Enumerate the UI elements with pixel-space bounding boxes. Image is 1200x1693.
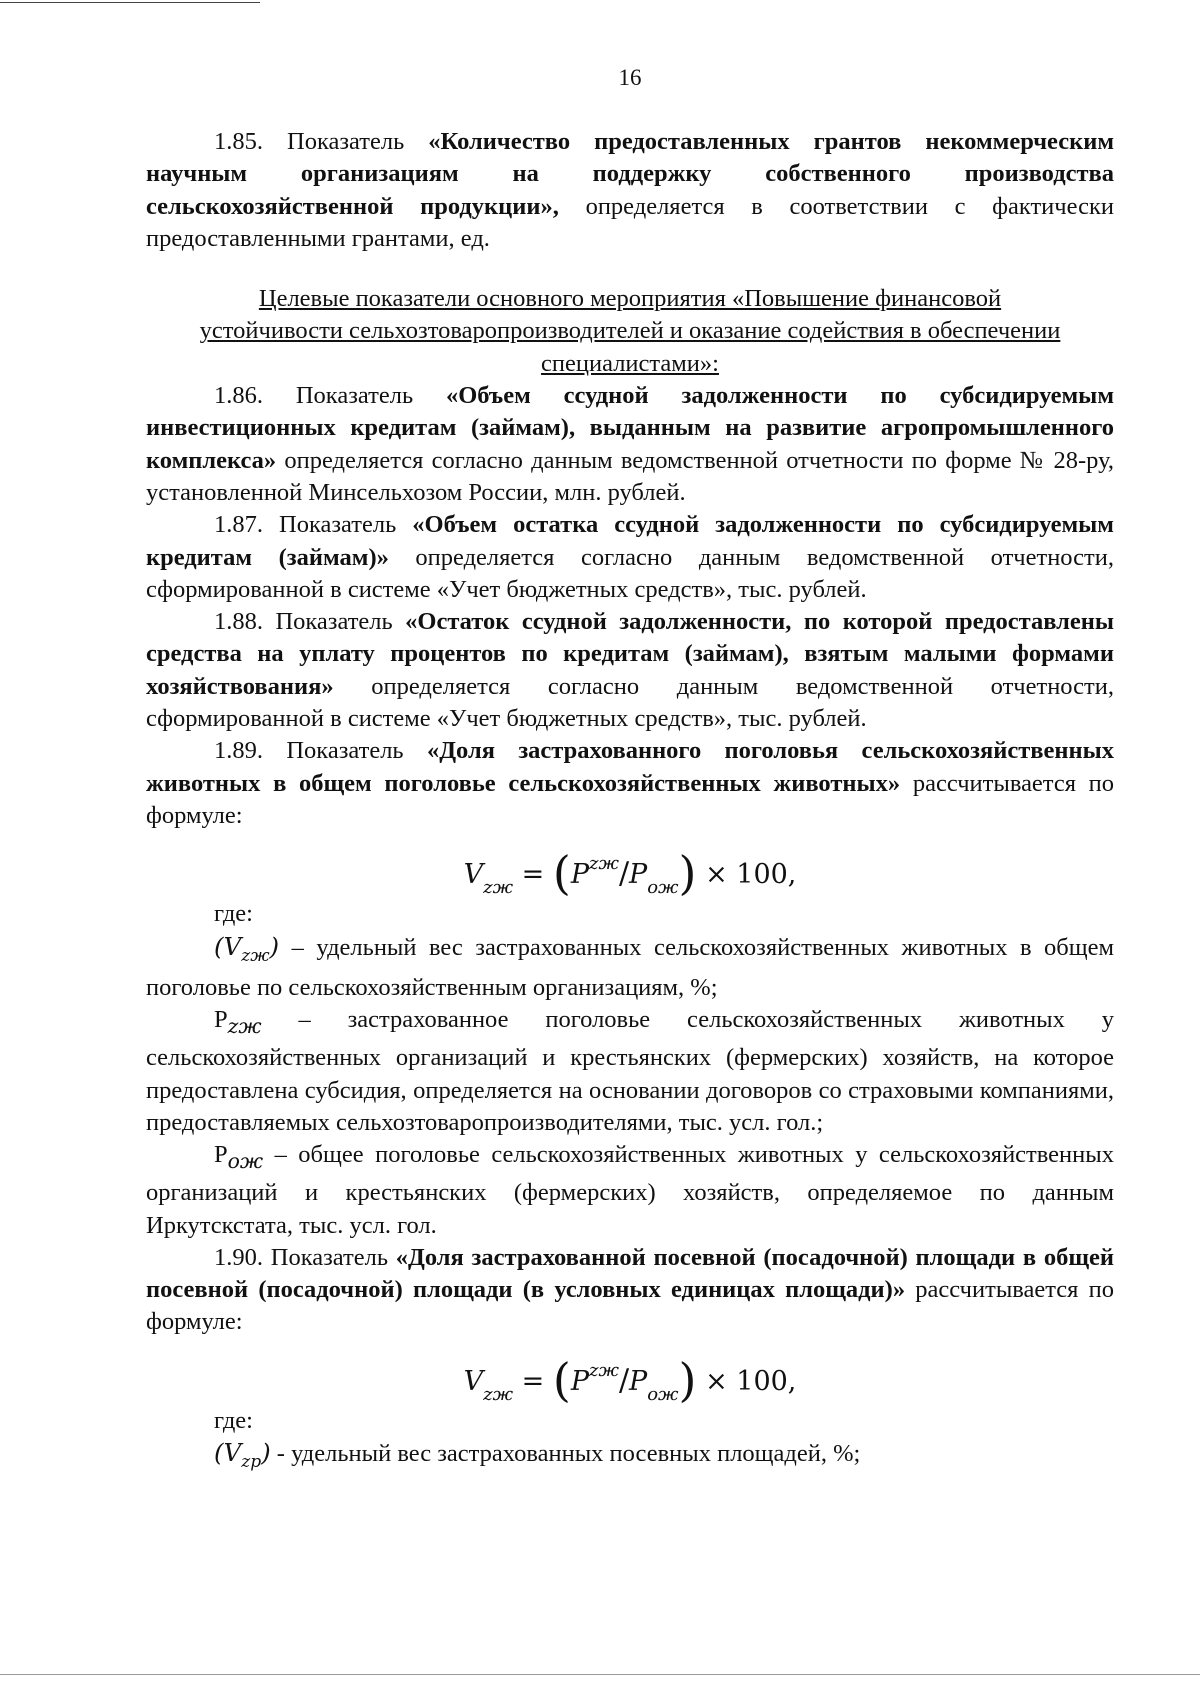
paragraph-1-90	[146, 1242, 1114, 1339]
variable-symbol: $(V_{zp})$	[214, 1438, 271, 1472]
formula-lhs-sub: zж	[483, 877, 514, 899]
paragraph-1-89	[146, 735, 1114, 832]
paragraph-lead: 1.85. Показатель	[214, 128, 429, 155]
paragraph-lead: 1.90. Показатель	[214, 1243, 396, 1271]
scan-edge-line	[0, 2, 260, 3]
formula-open-paren: (	[552, 1352, 571, 1407]
paragraph-1-88	[146, 606, 1114, 735]
definition-v-zp	[146, 1437, 1114, 1478]
where-label: где:	[214, 900, 253, 928]
section-heading: Целевые показатели основного мероприятия «Повышение финансовой устойчивости сельхозтоваропроизводителей и оказание содействия в обеспечении специалистами»:	[199, 285, 1061, 377]
variable-symbol: $P_{zж}$	[214, 1006, 262, 1038]
formula-denominator-base: P	[629, 859, 648, 891]
formula-livestock-share	[146, 836, 1114, 901]
variable-symbol: $(V_{zж})$	[214, 931, 280, 966]
page-number: 16	[618, 65, 642, 90]
where-label: где:	[214, 1406, 253, 1434]
formula-numerator-base: P	[570, 859, 589, 891]
formula-numerator-sup: zж	[588, 1359, 619, 1381]
indicator-title: «Доля застрахованного поголовья сельскохозяйственных животных в общем поголовье сельскохозяйственных животных»	[146, 737, 1115, 797]
definition-v-zzh	[146, 931, 1114, 1004]
formula-denominator-sub: ож	[647, 1383, 679, 1405]
paragraph-tail: определяется согласно данным ведомственной отчетности по форме № 28-ру, установленной Минсельхозом России, млн. рублей.	[146, 446, 1114, 506]
indicator-title: «Остаток ссудной задолженности, по которой предоставлены средства на уплату процентов по кредитам (займам), взятым малыми формами хозяйствования»	[146, 608, 1114, 700]
formula-numerator-sup: zж	[588, 853, 619, 875]
definition-p-zzh	[146, 1004, 1114, 1139]
formula-equals: =	[513, 1365, 553, 1397]
definition-text: - удельный вес застрахованных посевных площадей, %;	[270, 1440, 861, 1468]
page-content	[146, 64, 1114, 1478]
formula-equals: =	[513, 859, 553, 891]
paragraph-lead: 1.88. Показатель	[214, 608, 406, 636]
formula-lhs-base: V	[463, 1365, 484, 1397]
formula-crop-area-share	[146, 1343, 1114, 1407]
formula-close-paren: )	[678, 846, 697, 901]
formula-numerator-base: P	[570, 1365, 589, 1397]
paragraph-tail: определяется согласно данным ведомственной отчетности, сформированной в системе «Учет бюджетных средств», тыс. рублей.	[146, 543, 1114, 603]
formula-close-paren: )	[678, 1352, 697, 1407]
indicator-title: «Объем ссудной задолженности по субсидируемым инвестиционных кредитам (займам), выданным на развитие агропромышленного комплекса»	[146, 382, 1115, 474]
definition-text: – удельный вес застрахованных сельскохозяйственных животных в общем поголовье по сельскохозяйственным организациям, %;	[146, 933, 1114, 1001]
paragraph-1-86	[146, 380, 1114, 509]
scan-edge-line	[0, 1674, 1200, 1675]
definition-text: – общее поголовье сельскохозяйственных животных у сельскохозяйственных организаций и крестьянских (фермерских) хозяйств, определяемое по данным Иркутскстата, тыс. усл. гол.	[146, 1141, 1114, 1239]
paragraph-1-87	[146, 509, 1114, 606]
indicator-title: «Объем остатка ссудной задолженности по субсидируемым кредитам (займам)»	[146, 511, 1115, 571]
definition-text: – застрахованное поголовье сельскохозяйственных животных у сельскохозяйственных организаций и крестьянских (фермерских) хозяйств, на которое предоставлена субсидия, определяется на основании договоров со страховыми компаниями, предоставляемых сельхозтоваропроизводителями, тыс. усл. гол.;	[146, 1006, 1114, 1136]
paragraph-1-85	[146, 126, 1114, 255]
paragraph-lead: 1.89. Показатель	[214, 737, 427, 765]
formula-slash: /	[618, 856, 630, 892]
formula-open-paren: (	[552, 846, 571, 901]
definition-p-ozh	[146, 1139, 1114, 1242]
paragraph-tail: рассчитывается по формуле:	[146, 1276, 1114, 1336]
indicator-title: «Количество предоставленных грантов некоммерческим научным организациям на поддержку собственного производства сельскохозяйственной продукции»,	[146, 128, 1115, 220]
paragraph-lead: 1.87. Показатель	[214, 511, 413, 539]
formula-slash: /	[618, 1362, 630, 1398]
paragraph-tail: определяется согласно данным ведомственной отчетности, сформированной в системе «Учет бюджетных средств», тыс. рублей.	[146, 672, 1114, 733]
paragraph-tail: рассчитывается по формуле:	[146, 769, 1115, 829]
formula-times: × 100,	[696, 1365, 797, 1397]
formula-times: × 100,	[696, 859, 797, 891]
formula-denominator-sub: ож	[647, 877, 679, 899]
paragraph-tail: определяется в соответствии с фактически предоставленными грантами, ед.	[146, 192, 1114, 252]
formula-lhs-base: V	[463, 859, 484, 891]
indicator-title: «Доля застрахованной посевной (посадочной) площади в общей посевной (посадочной) площади (в условных единицах площади)»	[146, 1243, 1114, 1304]
formula-denominator-base: P	[629, 1365, 648, 1397]
formula-lhs-sub: zж	[483, 1383, 514, 1405]
paragraph-lead: 1.86. Показатель	[214, 382, 446, 410]
variable-symbol: $P_{ож}$	[214, 1141, 264, 1173]
